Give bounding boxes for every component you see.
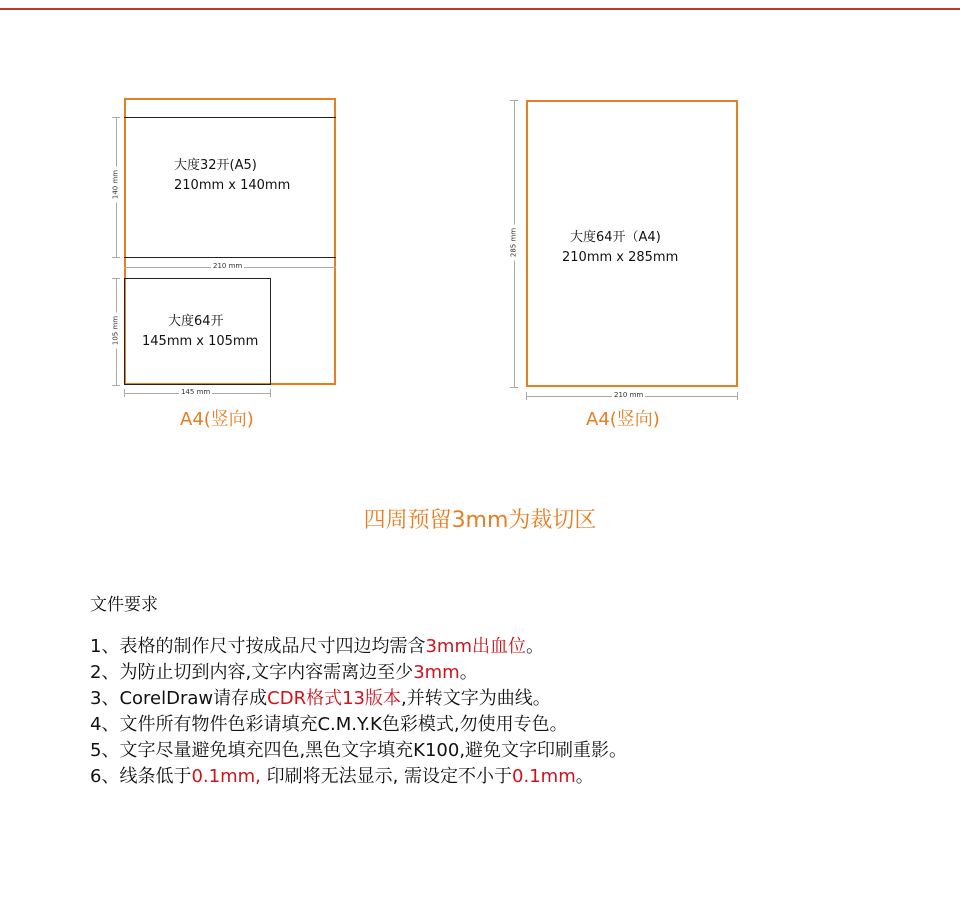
- small-size: 145mm x 105mm: [142, 334, 259, 349]
- dim-140-label: 140 mm: [112, 167, 121, 203]
- requirement-item: 5、文字尽量避免填充四色,黑色文字填充K100,避免文字印刷重影。: [90, 740, 628, 761]
- requirement-item: 2、为防止切到内容,文字内容需离边至少3mm。: [90, 662, 478, 683]
- requirements-list: [90, 634, 627, 790]
- requirement-item: 4、文件所有物件色彩请填充C.M.Y.K色彩模式,勿使用专色。: [90, 714, 568, 735]
- a5-bottom-line: [124, 257, 336, 258]
- requirement-item: 3、CorelDraw请存成CDR格式13版本,并转文字为曲线。: [90, 688, 551, 709]
- dim-285-tick-bottom: [510, 387, 518, 388]
- a4-size: 210mm x 285mm: [562, 250, 679, 265]
- dim-140-tick-top: [112, 117, 120, 118]
- requirements-title: 文件要求: [90, 595, 158, 615]
- dim-145-tick-left: [124, 389, 125, 397]
- dim-285-label: 285 mm: [510, 225, 519, 261]
- a5-title: 大度32开(A5): [174, 158, 257, 173]
- dim-210-right-tick-left: [526, 392, 527, 400]
- dim-145-label: 145 mm: [181, 388, 211, 396]
- requirement-item: 1、表格的制作尺寸按成品尺寸四边均需含3mm出血位。: [90, 636, 544, 657]
- a5-top-line: [124, 117, 336, 118]
- top-rule: [0, 8, 960, 10]
- a4-label: [556, 228, 686, 268]
- a4-title: 大度64开（A4): [570, 230, 661, 245]
- dim-105-label: 105 mm: [112, 313, 121, 349]
- a5-label: [174, 156, 291, 196]
- dim-140-tick-bottom: [112, 257, 120, 258]
- dim-285-tick-top: [510, 100, 518, 101]
- dim-105-tick-bottom: [112, 385, 120, 386]
- small-label: [142, 312, 262, 352]
- left-caption: A4(竖向): [180, 409, 254, 430]
- dim-210-right-tick-right: [737, 392, 738, 400]
- small-title: 大度64开: [168, 314, 224, 329]
- requirement-item: 6、线条低于0.1mm, 印刷将无法显示, 需设定不小于0.1mm。: [90, 766, 594, 787]
- dim-105-tick-top: [112, 278, 120, 279]
- right-caption: A4(竖向): [586, 409, 660, 430]
- a5-size: 210mm x 140mm: [174, 178, 291, 193]
- dim-210-left-label: 210 mm: [213, 262, 243, 270]
- dim-210-right-label: 210 mm: [614, 391, 644, 399]
- dim-145-tick-right: [270, 389, 271, 397]
- bleed-banner: 四周预留3mm为裁切区: [363, 508, 597, 533]
